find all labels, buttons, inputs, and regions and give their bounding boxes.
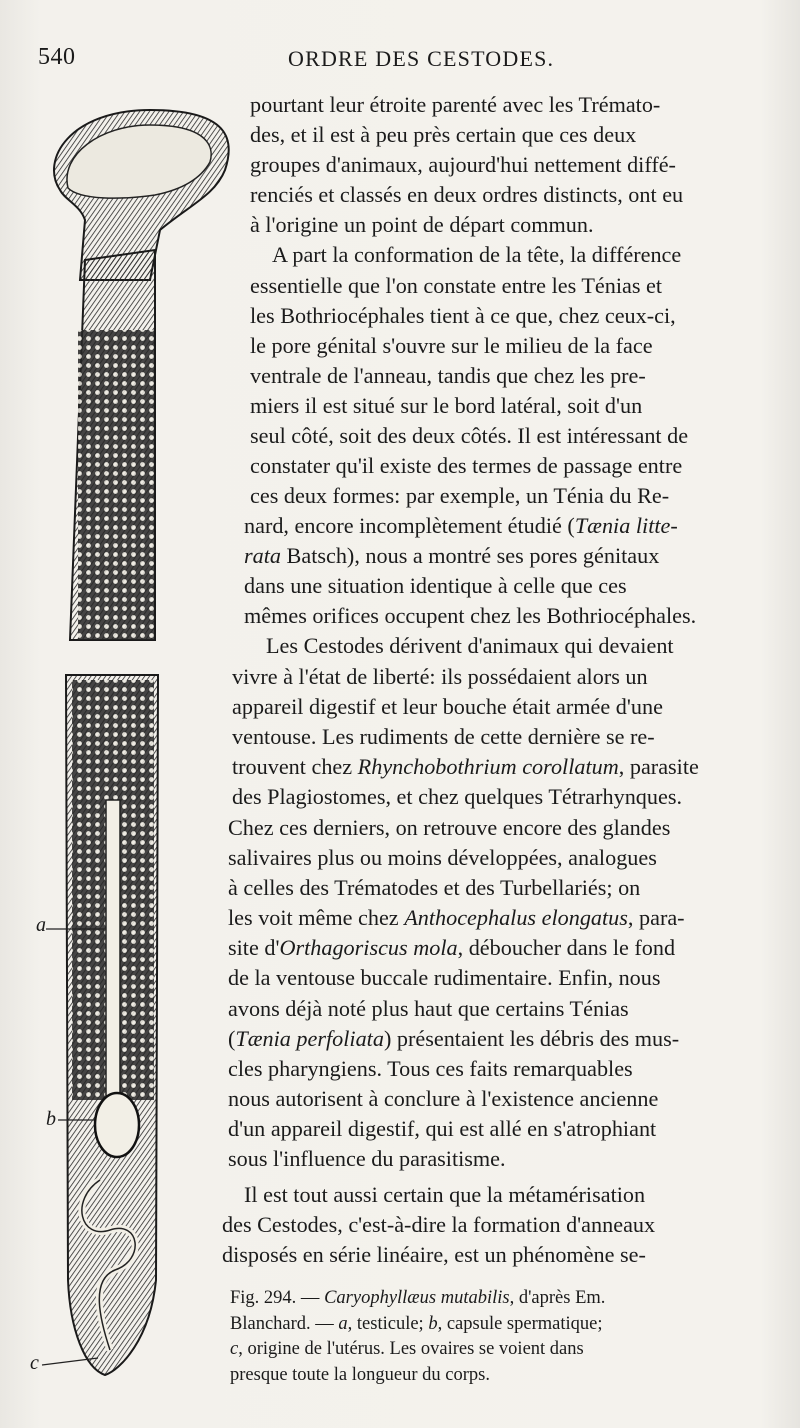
text-line: d'un appareil digestif, qui est allé en s'atrophiant [228, 1115, 657, 1141]
text-line: appareil digestif et leur bouche était armée d'une [232, 694, 663, 720]
page-number: 540 [38, 44, 76, 70]
text-line: nard, encore incomplètement étudié (Tænia litte- [244, 513, 678, 538]
text-line: des Cestodes, c'est-à-dire la formation d'anneaux [222, 1212, 656, 1238]
text-line: pourtant leur étroite parenté avec les Trémato- [250, 92, 661, 117]
text-line: cles pharyngiens. Tous ces faits remarquables [228, 1055, 633, 1081]
text-line: rata Batsch), nous a montré ses pores génitaux [244, 543, 660, 569]
caryophyllaeus-drawing [30, 100, 250, 1400]
figure-294-illustration [30, 100, 250, 1400]
text-line: des, et il est à peu près certain que ces deux [250, 122, 637, 148]
text-line: trouvent chez Rhynchobothrium corollatum, parasite [232, 754, 699, 780]
text-line: des Plagiostomes, et chez quelques Tétrarhynques. [232, 784, 683, 810]
caption-line: Blanchard. — a, testicule; b, capsule spermatique; [230, 1313, 603, 1334]
page-header [0, 40, 800, 80]
text-line: à celles des Trématodes et des Turbellariés; on [228, 875, 641, 901]
text-line: Il est tout aussi certain que la métamérisation [244, 1182, 646, 1207]
body-text-block-5 [222, 1180, 768, 1270]
text-line: constater qu'il existe des termes de passage entre [250, 453, 683, 479]
text-line: mêmes orifices occupent chez les Bothriocéphales. [244, 603, 697, 629]
body-text-block-4 [228, 813, 768, 1174]
text-line: avons déjà noté plus haut que certains Ténias [228, 995, 629, 1021]
figure-label-a: a [36, 914, 46, 936]
testis-channel [106, 800, 120, 1100]
text-line: de la ventouse buccale rudimentaire. Enfin, nous [228, 965, 661, 991]
text-line: à l'origine un point de départ commun. [250, 212, 594, 238]
text-line: Les Cestodes dérivent d'animaux qui devaient [266, 633, 674, 659]
body-text-block-3 [232, 662, 764, 812]
figure-label-b: b [46, 1108, 56, 1130]
text-line: seul côté, soit des deux côtés. Il est intéressant de [250, 423, 689, 449]
text-line: ces deux formes: par exemple, un Ténia du Re- [250, 483, 670, 509]
text-line: sous l'influence du parasitisme. [228, 1146, 506, 1172]
text-line: les voit même chez Anthocephalus elongatus, para- [228, 905, 685, 931]
text-line: miers il est situé sur le bord latéral, soit d'un [250, 392, 643, 418]
body-text-block-2 [244, 511, 764, 661]
caption-line: Fig. 294. — Caryophyllæus mutabilis, d'après Em. [230, 1288, 606, 1308]
caption-line: c, origine de l'utérus. Les ovaires se voient dans [230, 1339, 584, 1359]
text-line: (Tænia perfoliata) présentaient les débris des mus- [228, 1025, 680, 1051]
text-line: nous autorisent à conclure à l'existence ancienne [228, 1085, 659, 1111]
text-line: renciés et classés en deux ordres distincts, ont eu [250, 182, 684, 208]
text-line: site d'Orthagoriscus mola, déboucher dans le fond [228, 935, 676, 961]
caption-line: presque toute la longueur du corps. [230, 1364, 490, 1385]
running-head: ORDRE DES CESTODES. [288, 46, 555, 71]
text-line: salivaires plus ou moins développées, analogues [228, 845, 657, 871]
text-line: A part la conformation de la tête, la différence [272, 242, 682, 268]
text-line: dans une situation identique à celle que ces [244, 573, 627, 599]
text-line: ventrale de l'anneau, tandis que chez les pre- [250, 362, 646, 388]
text-line: le pore génital s'ouvre sur le milieu de la face [250, 332, 653, 358]
text-line: ventouse. Les rudiments de cette dernière se re- [232, 724, 655, 750]
text-line: vivre à l'état de liberté: ils possédaient alors un [232, 664, 648, 689]
text-line: groupes d'animaux, aujourd'hui nettement diffé- [250, 152, 676, 178]
text-line: disposés en série linéaire, est un phénomène se- [222, 1242, 646, 1268]
text-line: les Bothriocéphales tient à ce que, chez ceux-ci, [250, 302, 676, 328]
spermatic-capsule [95, 1093, 139, 1157]
figure-caption [230, 1286, 745, 1388]
body-text-block-1 [250, 90, 768, 511]
text-line: Chez ces derniers, on retrouve encore des glandes [228, 815, 671, 840]
figure-label-c: c [30, 1352, 39, 1374]
text-line: essentielle que l'on constate entre les Ténias et [250, 272, 663, 298]
